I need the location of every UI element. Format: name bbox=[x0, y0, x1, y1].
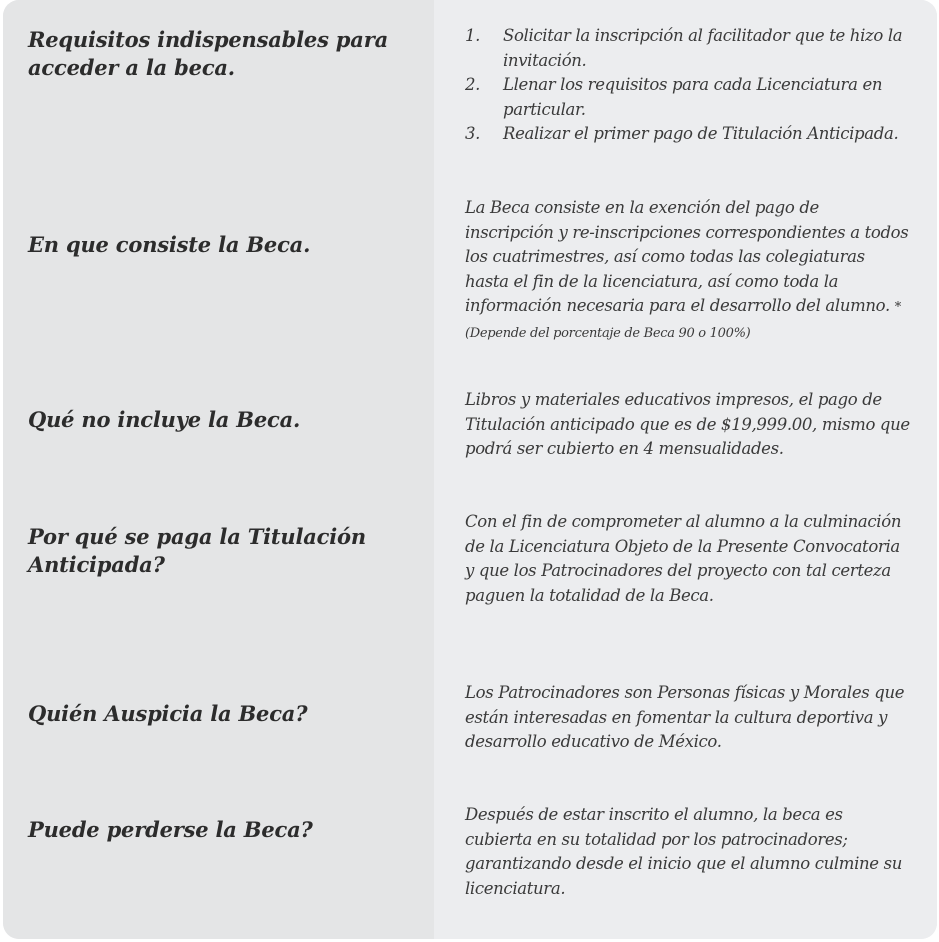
question-en-que-consiste: En que consiste la Beca. bbox=[28, 232, 311, 257]
answer-puede-perderse: Después de estar inscrito el alumno, la beca es cubierta en su totalidad por los patrocinadores; garantizando desde el inicio que el alumno culmine su licenciatura. bbox=[465, 805, 903, 898]
requirements-list bbox=[465, 24, 910, 147]
question-titulacion-anticipada: Por qué se paga la Titulación Anticipada? bbox=[28, 524, 366, 577]
answer-titulacion-anticipada: Con el fin de comprometer al alumno a la culminación de la Licenciatura Objeto de la Presente Convocatoria y que los Patrocinadores del proyecto con tal certeza paguen la totalidad de la Beca. bbox=[465, 512, 902, 605]
answer-requisitos bbox=[465, 24, 910, 147]
percentage-note: *(Depende del porcentaje de Beca 90 o 100%) bbox=[465, 300, 901, 341]
question-quien-auspicia: Quién Auspicia la Beca? bbox=[28, 701, 308, 726]
questions-column bbox=[3, 0, 434, 939]
list-item: 2. Llenar los requisitos para cada Licenciatura en particular. bbox=[465, 75, 883, 119]
answer-en-que-consiste: La Beca consiste en la exención del pago de inscripción y re-inscripciones correspondientes a todos los cuatrimestres, así como todas las colegiaturas hasta el fin de la licenciatura, así como toda la información necesaria para el desarrollo del alumno. *(Depende del porcentaje de Beca 90 o 100%) bbox=[465, 198, 909, 341]
question-requisitos: Requisitos indispensables para acceder a la beca. bbox=[28, 27, 388, 80]
question-que-no-incluye: Qué no incluye la Beca. bbox=[28, 407, 301, 432]
question-puede-perderse: Puede perderse la Beca? bbox=[28, 817, 313, 842]
list-item: 3. Realizar el primer pago de Titulación Anticipada. bbox=[465, 124, 899, 143]
answer-quien-auspicia: Los Patrocinadores son Personas físicas y Morales que están interesadas en fomentar la cultura deportiva y desarrollo educativo de México. bbox=[465, 683, 905, 751]
answer-que-no-incluye: Libros y materiales educativos impresos, el pago de Titulación anticipado que es de $19,999.00, mismo que podrá ser cubierto en 4 mensualidades. bbox=[465, 390, 910, 458]
list-item: 1. Solicitar la inscripción al facilitador que te hizo la invitación. bbox=[465, 26, 903, 70]
